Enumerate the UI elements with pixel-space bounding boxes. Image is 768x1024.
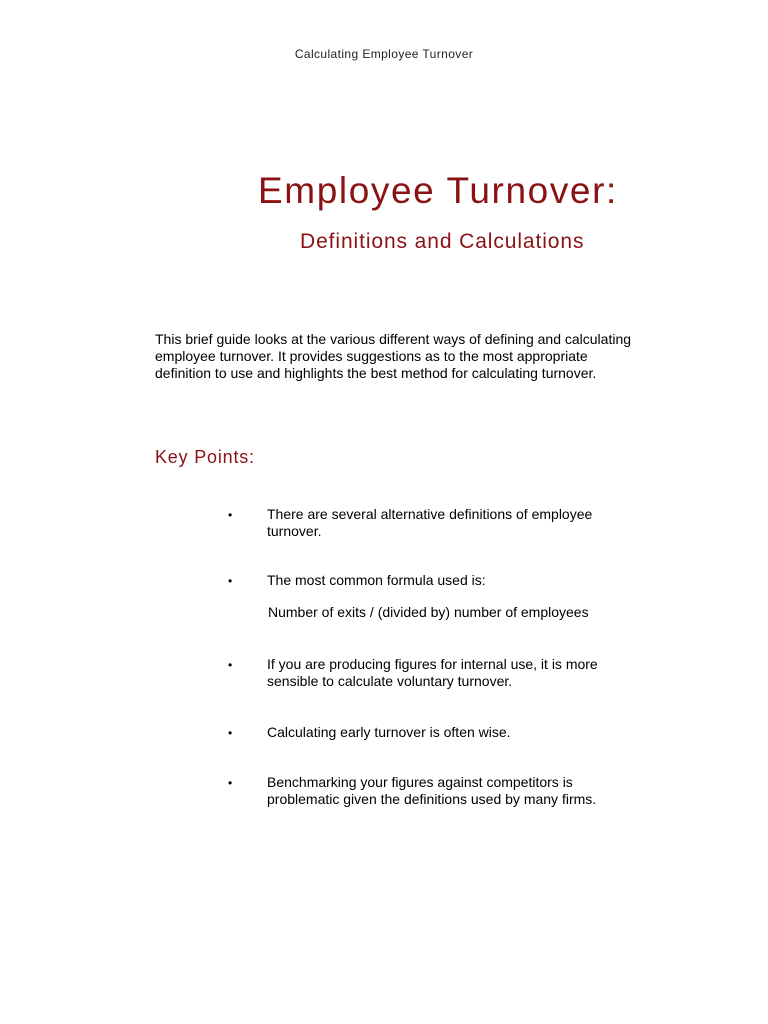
document-subtitle: Definitions and Calculations xyxy=(300,230,585,253)
running-header: Calculating Employee Turnover xyxy=(294,47,474,61)
bullet-icon: • xyxy=(228,508,233,522)
key-points-heading: Key Points: xyxy=(155,447,255,467)
key-point-text: If you are producing figures for internal use, it is more sensible to calculate voluntary turnover. xyxy=(267,656,598,689)
key-point-item xyxy=(228,774,608,808)
bullet-icon: • xyxy=(228,726,233,740)
document-title: Employee Turnover: xyxy=(258,170,618,211)
key-point-item xyxy=(228,572,608,589)
key-point-text: Benchmarking your figures against competitors is problematic given the definitions used by many firms. xyxy=(267,774,597,807)
key-point-text: There are several alternative definitions of employee turnover. xyxy=(267,506,593,539)
key-point-item xyxy=(228,656,608,690)
key-point-text: The most common formula used is: xyxy=(267,572,486,588)
intro-paragraph: This brief guide looks at the various different ways of defining and calculating employee turnover. It provides suggestions as to the most appropriate definition to use and highlights the best method for calculating turnover. xyxy=(155,331,632,381)
turnover-formula: Number of exits / (divided by) number of employees xyxy=(268,604,589,620)
bullet-icon: • xyxy=(228,658,233,672)
key-point-text: Calculating early turnover is often wise. xyxy=(267,724,511,740)
key-point-item xyxy=(228,724,608,741)
bullet-icon: • xyxy=(228,776,233,790)
key-point-item xyxy=(228,506,608,540)
bullet-icon: • xyxy=(228,574,233,588)
